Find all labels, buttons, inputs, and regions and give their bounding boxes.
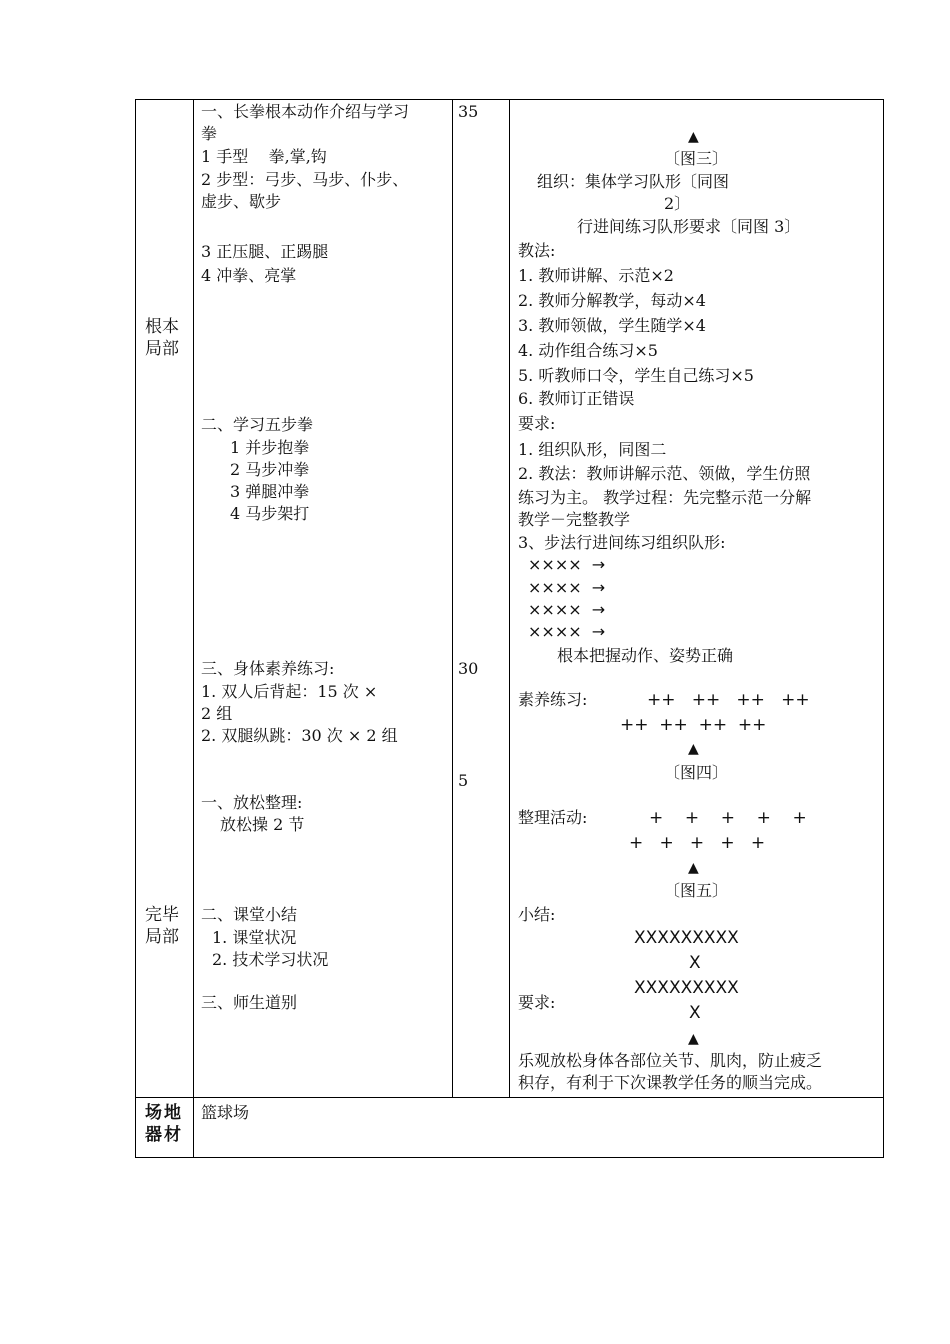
content-1-item-4: 4 冲拳、亮掌 xyxy=(201,266,297,285)
col-divider-1 xyxy=(193,99,194,1158)
section-end: 完毕 局部 xyxy=(145,905,179,947)
content-2-item-2: 2 马步冲拳 xyxy=(230,460,310,479)
end-3-title: 三、师生道别 xyxy=(201,993,298,1012)
req-title: 要求: xyxy=(518,414,556,433)
x-row-short-2: X xyxy=(689,1003,701,1023)
section-venue-label: 场地 器材 xyxy=(145,1103,183,1145)
closing-line-1: 乐观放松身体各部位关节、肌肉，防止疲乏 xyxy=(518,1051,823,1070)
triangle-icon: ▲ xyxy=(688,1031,699,1047)
formation-row-4: ×××× → xyxy=(528,622,606,641)
req-2: 2. 教法：教师讲解示范、领做，学生仿照 xyxy=(518,464,811,483)
teach-1: 1. 教师讲解、示范×2 xyxy=(518,266,674,285)
content-1-title-cont: 拳 xyxy=(201,124,218,143)
content-3-item-2: 2. 双腿纵跳：30 次 × 2 组 xyxy=(201,726,398,745)
figure-3-caption: 〔图三〕 xyxy=(664,149,729,168)
org-line-1: 组织：集体学习队形〔同图 xyxy=(537,172,730,191)
content-3-title: 三、身体素养练习: xyxy=(201,659,335,678)
col-divider-3 xyxy=(509,99,510,1097)
teach-2: 2. 教师分解教学，每动×4 xyxy=(518,291,706,310)
content-2-item-1: 1 并步抱拳 xyxy=(230,438,310,457)
end-2-item-2: 2. 技术学习状况 xyxy=(212,950,329,969)
tidy-row-1: + + + + + xyxy=(649,808,807,828)
content-3-item-1: 1. 双人后背起：15 次 × xyxy=(201,682,378,701)
venue-value: 篮球场 xyxy=(201,1103,250,1122)
org-line-2: 2〕 xyxy=(664,194,691,213)
formation-row-3: ×××× → xyxy=(528,600,606,619)
end-1-title: 一、放松整理: xyxy=(201,793,303,812)
quality-row-1: ++ ++ ++ ++ xyxy=(647,690,810,710)
end-2-title: 二、课堂小结 xyxy=(201,905,298,924)
content-1-item-2-cont: 虚步、歇步 xyxy=(201,192,282,211)
closing-line-2: 积存，有利于下次课教学任务的顺当完成。 xyxy=(518,1073,823,1092)
req-2-cont-1: 练习为主。 教学过程：先完整示范一分解 xyxy=(518,488,812,507)
teach-6: 6. 教师订正错误 xyxy=(518,389,635,408)
x-row-long-2: XXXXXXXXX xyxy=(634,978,739,998)
teach-title: 教法: xyxy=(518,241,556,260)
require-label: 要求: xyxy=(518,993,556,1012)
row-divider-venue xyxy=(135,1097,884,1098)
triangle-icon: ▲ xyxy=(688,741,699,757)
teach-3: 3. 教师领做，学生随学×4 xyxy=(518,316,706,335)
quality-label: 素养练习: xyxy=(518,690,588,709)
end-2-item-1: 1. 课堂状况 xyxy=(212,928,297,947)
org-line-3: 行进间练习队形要求〔同图 3〕 xyxy=(577,217,801,236)
content-1-item-1: 1 手型 拳,掌,钩 xyxy=(201,147,327,166)
content-2-item-4: 4 马步架打 xyxy=(230,504,310,523)
formation-row-2: ×××× → xyxy=(528,578,606,597)
teach-4: 4. 动作组合练习×5 xyxy=(518,341,658,360)
time-2: 30 xyxy=(458,659,479,678)
content-1-item-2: 2 步型：弓步、马步、仆步、 xyxy=(201,170,409,189)
teach-5: 5. 听教师口令，学生自己练习×5 xyxy=(518,366,754,385)
triangle-icon: ▲ xyxy=(688,129,699,145)
figure-5-caption: 〔图五〕 xyxy=(664,881,729,900)
time-3: 5 xyxy=(458,771,469,790)
triangle-icon: ▲ xyxy=(688,860,699,876)
req-2-cont-2: 教学－完整教学 xyxy=(518,510,631,529)
formation-row-1: ×××× → xyxy=(528,555,606,574)
content-3-item-1-cont: 2 组 xyxy=(201,704,233,723)
content-1-title: 一、长拳根本动作介绍与学习 xyxy=(201,102,410,121)
tidy-label: 整理活动: xyxy=(518,808,588,827)
quality-row-2: ++ ++ ++ ++ xyxy=(620,715,767,735)
content-2-item-3: 3 弹腿冲拳 xyxy=(230,482,310,501)
req-1: 1. 组织队形，同图二 xyxy=(518,440,667,459)
tidy-row-2: + + + + + xyxy=(629,833,766,853)
x-row-long-1: XXXXXXXXX xyxy=(634,928,739,948)
req-3: 3、步法行进间练习组织队形: xyxy=(518,533,726,552)
section-basic: 根本 局部 xyxy=(145,317,179,359)
x-row-short-1: X xyxy=(689,953,701,973)
summary-label: 小结: xyxy=(518,905,556,924)
col-divider-2 xyxy=(452,99,453,1097)
time-1: 35 xyxy=(458,102,479,121)
content-2-title: 二、学习五步拳 xyxy=(201,415,314,434)
figure-4-caption: 〔图四〕 xyxy=(664,763,729,782)
content-1-item-3: 3 正压腿、正踢腿 xyxy=(201,242,329,261)
grasp-note: 根本把握动作、姿势正确 xyxy=(557,646,734,665)
end-1-item: 放松操 2 节 xyxy=(220,815,305,834)
